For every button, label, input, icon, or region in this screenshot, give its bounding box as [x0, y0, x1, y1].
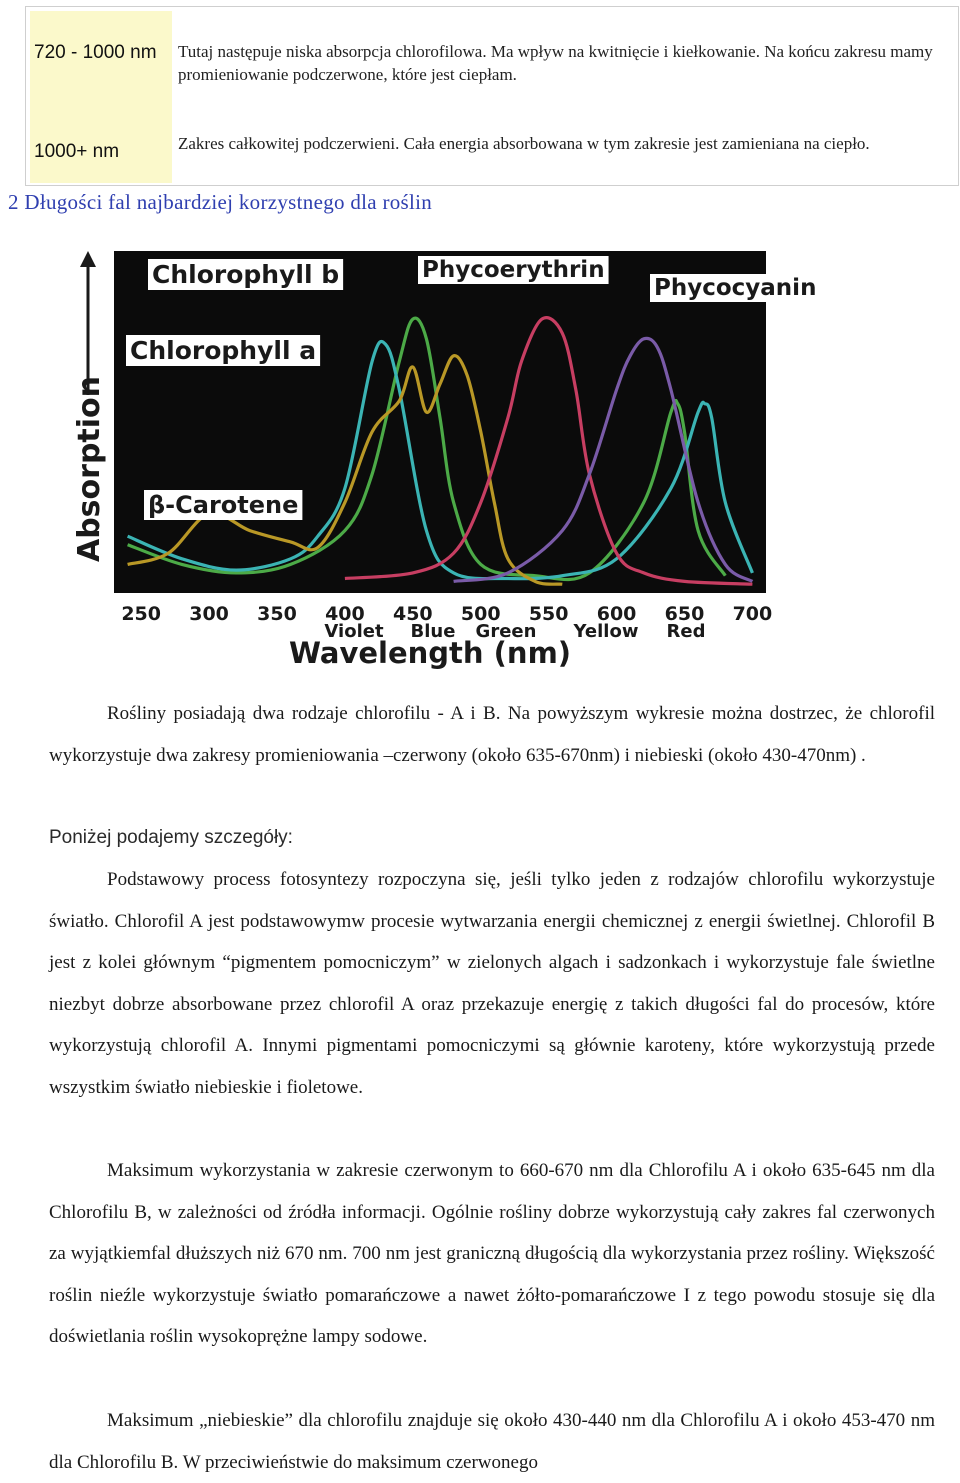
x-tick-label: 600 — [596, 603, 637, 625]
x-axis-label: Wavelength (nm) — [288, 636, 572, 670]
table-row — [26, 7, 958, 111]
x-tick-label: 250 — [121, 603, 162, 625]
x-tick-label: 700 — [732, 603, 773, 625]
y-axis-label: Absorption — [72, 375, 107, 563]
x-tick-label: 400 — [325, 603, 365, 625]
color-band-label: Red — [666, 621, 706, 642]
x-tick-label: 300 — [189, 603, 229, 625]
x-tick-label: 550 — [528, 603, 569, 625]
range-cell: 1000+ nm — [30, 111, 172, 183]
range-cell: 720 - 1000 nm — [30, 11, 172, 111]
series-label: Phycocyanin — [654, 275, 817, 301]
color-band-label: Violet — [324, 621, 384, 642]
table-row — [26, 111, 958, 187]
series-label: β-Carotene — [148, 491, 299, 519]
series-label: Phycoerythrin — [422, 257, 605, 283]
paragraph-details-intro: Poniżej podajemy szczegóły: — [49, 827, 293, 848]
paragraph-blue-maximum: Maksimum „niebieskie” dla chlorofilu znajduje się około 430-440 nm dla Chlorofilu A i około 453-470 nm dla Chlorofilu B. W przeciwieństwie do maksimum czerwonego — [49, 1410, 935, 1473]
wavelength-range-table — [25, 6, 959, 186]
description-cell: Zakres całkowitej podczerwieni. Cała energia absorbowana w tym zakresie jest zamieniana na ciepło. — [176, 111, 954, 183]
color-band-label: Blue — [410, 621, 456, 642]
section-heading: 2 Długości fal najbardziej korzystnego dla roślin — [8, 190, 433, 214]
color-band-label: Yellow — [573, 621, 639, 642]
absorption-chart-svg — [66, 247, 817, 677]
series-label: Chlorophyll a — [130, 336, 317, 365]
color-band-label: Green — [475, 621, 537, 642]
paragraph-red-maximum: Maksimum wykorzystania w zakresie czerwonym to 660-670 nm dla Chlorofilu A i około 635-645 nm dla Chlorofilu B, w zależności od źródła informacji. Ogólnie rośliny dobrze wykorzystują cały zakres fal czerwonych za wyjątkiemfal dłuższych niż 670 nm. 700 nm jest graniczną długością dla wykorzystania przez rośliny. Większość roślin nieźle wykorzystuje światło pomarańczowe a nawet żółto-pomarańczowe I z tego powodu stosuje się dla doświetlania roślin wysokoprężne lampy sodowe. — [49, 1160, 935, 1348]
series-label: Chlorophyll b — [152, 260, 340, 289]
x-tick-label: 350 — [257, 603, 297, 625]
x-tick-label: 450 — [392, 603, 433, 625]
description-cell: Tutaj następuje niska absorpcja chlorofilowa. Ma wpływ na kwitnięcie i kiełkowanie. Na końcu zakresu mamy promieniowanie podczerwone, które jest ciepłam. — [176, 11, 954, 111]
x-tick-label: 500 — [460, 603, 501, 625]
x-tick-label: 650 — [664, 603, 705, 625]
paragraph-intro: Rośliny posiadają dwa rodzaje chlorofilu - A i B. Na powyższym wykresie można dostrzec, że chlorofil wykorzystuje dwa zakresy promieniowania –czerwony (około 635-670nm) i niebieski (około 430-470nm) . — [49, 703, 935, 766]
paragraph-photosynthesis: Podstawowy process fotosyntezy rozpoczyna się, jeśli tylko jeden z rodzajów chlorofilu wykorzystuje światło. Chlorofil A jest podstawowymw procesie wytwarzania energii chemicznej z energii świetlnej. Chlorofil B jest z kolei głównym “pigmentem pomocniczym” w zielonych algach i sadzonkach i wykorzystuje fale świetlne niezbyt dobrze absorbowane przez chlorofil A oraz przekazuje energię z takich długości fal do procesów, które wykorzystują chlorofil A. Innymi pigmentami pomocniczymi są głównie karoteny, które wykorzystują przede wszystkim światło niebieskie i fioletowe. — [49, 869, 935, 1098]
absorption-chart — [66, 247, 817, 677]
